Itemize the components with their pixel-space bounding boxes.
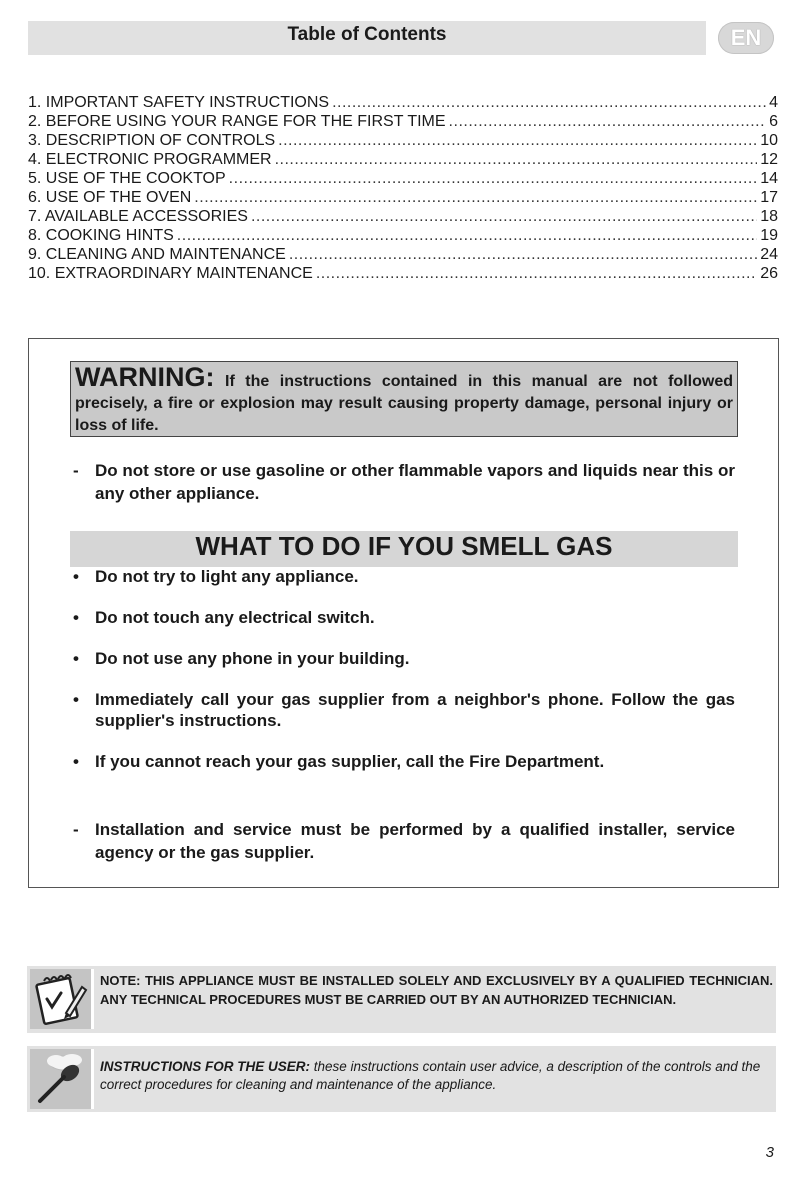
user-instructions-lead: INSTRUCTIONS FOR THE USER: <box>100 1059 311 1074</box>
toc-leader-dots <box>229 169 758 188</box>
page-title: Table of Contents <box>287 24 447 45</box>
bullet-marker: • <box>73 690 79 709</box>
toc-entry-title: 4. ELECTRONIC PROGRAMMER <box>28 151 272 168</box>
toc-entry[interactable] <box>28 169 778 188</box>
list-item-text: Do not use any phone in your building. <box>95 649 410 668</box>
toc-entry-page: 6 <box>769 113 778 130</box>
toc-entry[interactable] <box>28 188 778 207</box>
bullet-marker: • <box>73 649 79 668</box>
toc-entry-page: 10 <box>760 132 778 149</box>
toc-entry-title: 5. USE OF THE COOKTOP <box>28 170 226 187</box>
toc-entry-page: 14 <box>760 170 778 187</box>
installation-note <box>73 818 735 864</box>
toc-leader-dots <box>194 188 757 207</box>
user-instructions-note <box>27 1046 776 1112</box>
warning-text: If the instructions contained in this manual are not followed precisely, a fire or explosion may result causing property damage, personal injury or loss of life. <box>75 373 733 434</box>
toc-leader-dots <box>316 264 757 283</box>
spoon-chef-hat-icon <box>30 1049 94 1109</box>
toc-leader-dots <box>278 131 757 150</box>
dash-marker: - <box>73 820 79 839</box>
warning-box <box>70 361 738 437</box>
toc-entry[interactable] <box>28 93 778 112</box>
toc-entry-title: 6. USE OF THE OVEN <box>28 189 192 206</box>
warning-heading: WARNING: <box>75 362 215 392</box>
toc-entry-page: 19 <box>760 227 778 244</box>
list-item <box>73 607 735 628</box>
list-item <box>73 689 735 731</box>
technician-note <box>27 966 776 1033</box>
toc-entry[interactable] <box>28 226 778 245</box>
list-item-text: Do not touch any electrical switch. <box>95 608 375 627</box>
page-number: 3 <box>765 1144 774 1161</box>
toc-entry-page: 26 <box>760 265 778 282</box>
list-item <box>73 566 735 587</box>
toc-entry[interactable] <box>28 245 778 264</box>
list-item-text: Do not try to light any appliance. <box>95 567 359 586</box>
toc-entry-page: 18 <box>760 208 778 225</box>
table-of-contents <box>28 93 778 283</box>
toc-entry-title: 8. COOKING HINTS <box>28 227 174 244</box>
toc-leader-dots <box>289 245 757 264</box>
toc-leader-dots <box>449 112 767 131</box>
flammable-vapors-text: Do not store or use gasoline or other flammable vapors and liquids near this or any other appliance. <box>95 461 735 503</box>
toc-entry-page: 12 <box>760 151 778 168</box>
list-item <box>73 751 735 772</box>
toc-entry-page: 4 <box>769 94 778 111</box>
note-text: NOTE: THIS APPLIANCE MUST BE INSTALLED SOLELY AND EXCLUSIVELY BY A QUALIFIED TECHNICIAN. ANY TECHNICAL PROCEDURES MUST BE CARRIED OUT BY AN AUTHORIZED TECHNICIAN. <box>100 973 773 1007</box>
toc-entry-page: 17 <box>760 189 778 206</box>
gas-smell-heading: WHAT TO DO IF YOU SMELL GAS <box>70 531 738 567</box>
toc-entry[interactable] <box>28 264 778 283</box>
bullet-marker: • <box>73 567 79 586</box>
installation-text: Installation and service must be performed by a qualified installer, service agency or the gas supplier. <box>95 820 735 862</box>
bullet-marker: • <box>73 608 79 627</box>
flammable-vapors-note <box>73 459 735 505</box>
bullet-marker: • <box>73 752 79 771</box>
gas-instructions-list <box>73 566 735 772</box>
list-item-text: Immediately call your gas supplier from a neighbor's phone. Follow the gas supplier's instructions. <box>95 690 735 730</box>
toc-entry-title: 10. EXTRAORDINARY MAINTENANCE <box>28 265 313 282</box>
user-instructions-body: these instructions contain user advice, a description of the controls and the correct procedures for cleaning and maintenance of the appliance. <box>100 1059 761 1092</box>
toc-entry-title: 2. BEFORE USING YOUR RANGE FOR THE FIRST TIME <box>28 113 446 130</box>
toc-entry[interactable] <box>28 207 778 226</box>
toc-entry-page: 24 <box>760 246 778 263</box>
list-item <box>73 648 735 669</box>
toc-entry-title: 3. DESCRIPTION OF CONTROLS <box>28 132 276 149</box>
toc-entry-title: 1. IMPORTANT SAFETY INSTRUCTIONS <box>28 94 330 111</box>
toc-leader-dots <box>275 150 758 169</box>
toc-entry[interactable] <box>28 150 778 169</box>
dash-marker: - <box>73 461 79 480</box>
notepad-pencil-icon <box>30 969 94 1029</box>
toc-entry-title: 7. AVAILABLE ACCESSORIES <box>28 208 248 225</box>
toc-entry-title: 9. CLEANING AND MAINTENANCE <box>28 246 286 263</box>
list-item-text: If you cannot reach your gas supplier, call the Fire Department. <box>95 752 605 771</box>
toc-entry[interactable] <box>28 112 778 131</box>
toc-leader-dots <box>251 207 757 226</box>
toc-leader-dots <box>332 93 766 112</box>
user-instructions-text <box>100 1058 773 1094</box>
toc-entry[interactable] <box>28 131 778 150</box>
language-badge: EN <box>718 22 774 54</box>
toc-leader-dots <box>177 226 757 245</box>
header-bar <box>28 21 706 55</box>
